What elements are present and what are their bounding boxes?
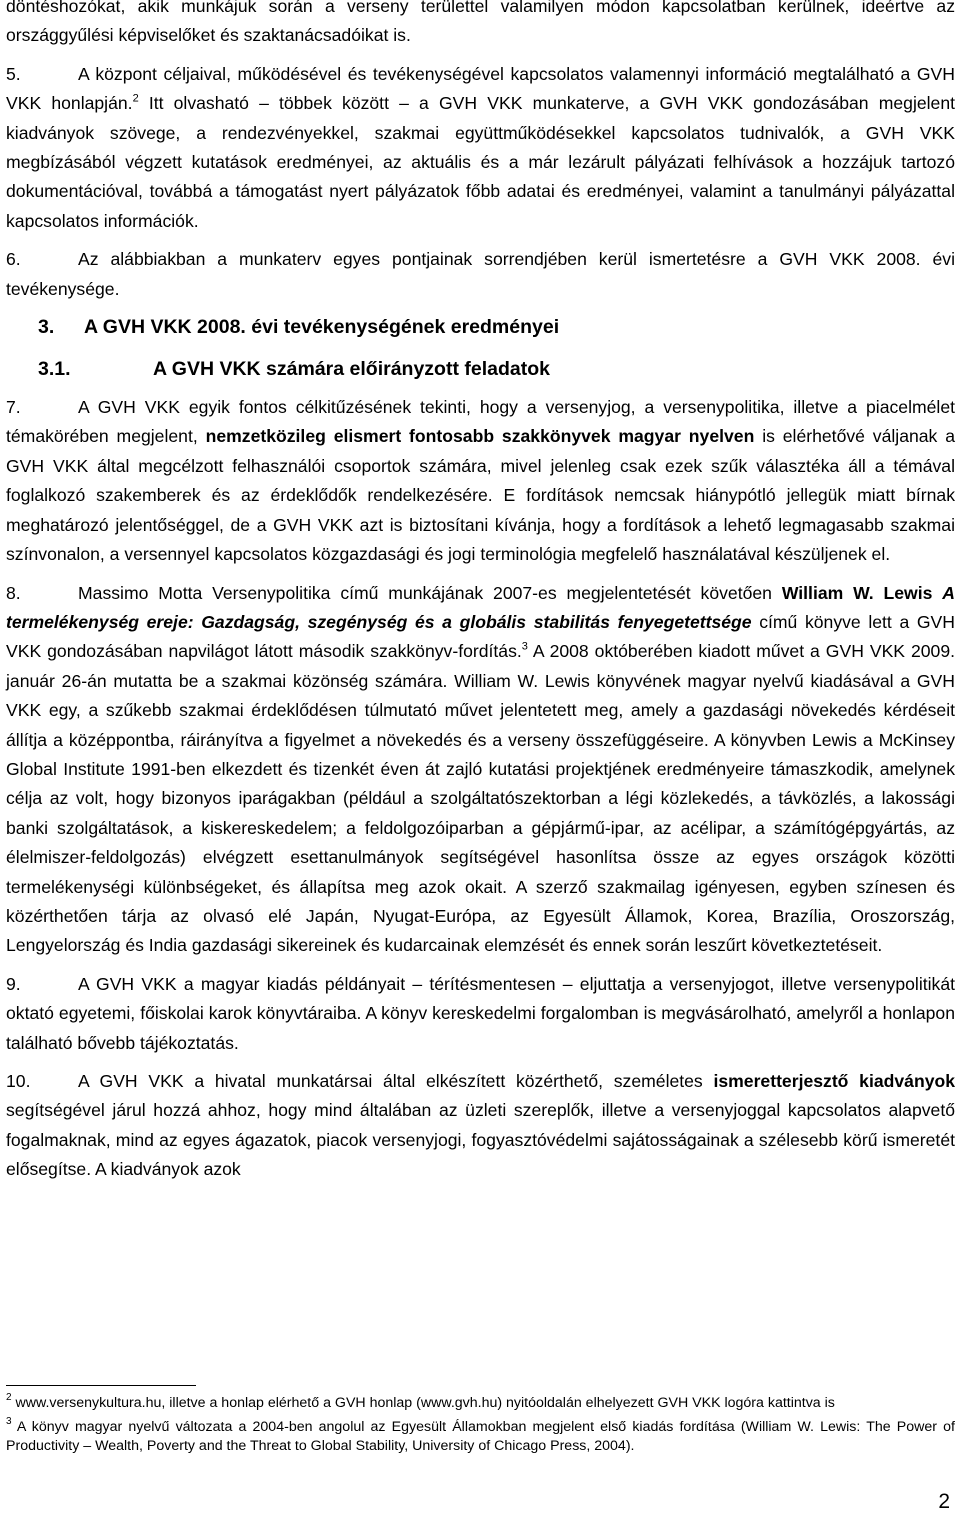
lead-text: döntéshozókat, akik munkájuk során a verseny területtel valamilyen módon kapcsolatban kerülnek, ideértve az országgyűlési képviselőket és szaktanácsadóikat is. xyxy=(6,0,955,46)
emphasis-text: nemzetközileg elismert fontosabb szakkönyvek magyar nyelven xyxy=(205,426,755,447)
paragraph-9 xyxy=(6,970,955,1058)
paragraph-8 xyxy=(6,579,955,961)
paragraph-6 xyxy=(6,245,955,304)
paragraph-number: 5. xyxy=(6,63,21,84)
paragraph-text: Az alábbiakban a munkaterv egyes pontjainak sorrendjében kerül ismertetésre a GVH VKK 2008. évi tevékenysége. xyxy=(6,249,955,299)
footnote-ref: 2 xyxy=(132,92,139,105)
footnotes xyxy=(6,1385,955,1461)
paragraph-7 xyxy=(6,393,955,569)
footnote-2 xyxy=(6,1394,955,1414)
section-number: 3. xyxy=(38,316,55,339)
book-title: A termelékenység ereje: Gazdagság, szegénység és a globális stabilitás fenyegetettsége xyxy=(6,582,955,632)
paragraph-text: is elérhetővé váljanak a GVH VKK által megcélzott felhasználói csoportok számára, mivel jelenleg csak ezek szűk választéka áll a témával foglalkozó szakemberek és az érdeklődők rendelkezésére. E fordítások nemcsak hiánypótló jellegük miatt bírnak meghatározó jelentőséggel, de a GVH VKK azt is biztosítani kívánja, hogy a fordítások a lehető legmagasabb szakmai színvonalon, a versennyel kapcsolatos közgazdasági és jogi terminológia megfelelő használatával készüljenek el. xyxy=(6,426,955,565)
paragraph-text: A 2008 októberében kiadott művet a GVH VKK 2009. január 26-án mutatta be a szakmai közönség számára. William W. Lewis könyvének magyar nyelvű kiadásával a GVH VKK egy, a szűkebb szakmai érdeklődésen túlmutató művet jelentetett meg, amely a gazdasági növekedés kérdéseit állítja a középpontba, ráirányítva a figyelmet a növekedés és a verseny összefüggéseire. A könyvben Lewis a McKinsey Global Institute 1991-ben elkezdett és tizenkét éven át zajló kutatási projektjének eredményeire támaszkodik, amelynek célja az volt, hogy bizonyos iparágakban (például a szolgáltatószektorban a légi közlekedés, a távközlés, a lakossági banki szolgáltatások, a kiskereskedelem; a feldolgozóiparban a gépjármű-ipar, az acélipar, a számítógépgyártás, az élelmiszer-feldolgozás) elvégzett esettanulmányok segítségével hasonlítsa össze az egyes országok közötti termelékenységi különbségeket, és állapítsa meg azok okait. A szerző szakmailag igényesen, egyben színesen és közérthetően tárja az olvasó elé Japán, Nyugat-Európa, az Egyesült Államok, Korea, Brazília, Oroszország, Lengyelország és India gazdasági sikereinek és kudarcainak elemzését és ennek során leszűrt következtetéseit. xyxy=(6,641,956,956)
paragraph-number: 7. xyxy=(6,397,21,418)
paragraph-10 xyxy=(6,1067,955,1185)
paragraph-number: 10. xyxy=(6,1071,31,1091)
paragraph-text: A GVH VKK a magyar kiadás példányait – térítésmentesen – eljuttatja a versenyjogot, illetve versenypolitikát oktató egyetemi, főiskolai karok könyvtáraiba. A könyv kereskedelmi forgalomban is megvásárolható, amelyről a honlapon található bővebb tájékoztatás. xyxy=(6,973,955,1053)
paragraph-text: Itt olvasható – többek között – a GVH VKK munkaterve, a GVH VKK gondozásában megjelent kiadványok szövege, a rendezvényekkel, szakmai együttműködésekkel kapcsolatos tudnivalók, a GVH VKK megbízásából végzett kutatások eredményei, az aktuális és a már lezárult pályázati felhívások a hozzájuk tartozó dokumentációval, továbbá a támogatást nyert pályázatok főbb adatai és eredményei, valamint a tanulmányi pályázattal kapcsolatos információk. xyxy=(6,93,955,231)
subsection-heading xyxy=(6,355,955,383)
footnote-marker: 2 xyxy=(6,1392,12,1403)
paragraph-5 xyxy=(6,60,955,236)
spacer xyxy=(932,583,942,603)
paragraph-text: Massimo Motta Versenypolitika című munkájának 2007-es megjelentetését követően xyxy=(78,582,782,603)
paragraph-text: segítségével járul hozzá ahhoz, hogy mind általában az üzleti szereplők, illetve a versenyjoggal kapcsolatos alapvető fogalmaknak, mind az egyes ágazatok, piacok versenyjogi, fogyasztóvédelmi sajátosságainak a szélesebb körű ismeretét elősegítse. A kiadványok azok xyxy=(6,1100,955,1180)
footnote-text: www.versenykultura.hu, illetve a honlap elérhető a GVH honlap (www.gvh.hu) nyitóoldalán elhelyezett GVH VKK logóra kattintva is xyxy=(11,1395,835,1411)
paragraph-text: A központ céljaival, működésével és tevékenységével kapcsolatos valamennyi információ megtalálható a GVH VKK honlapján. xyxy=(6,63,955,114)
lead-paragraph xyxy=(6,0,955,51)
paragraph-number: 8. xyxy=(6,582,21,603)
section-heading xyxy=(6,313,955,341)
subsection-title: A GVH VKK számára előirányzott feladatok xyxy=(153,358,550,381)
page-number: 2 xyxy=(938,1490,950,1513)
main-text xyxy=(6,0,955,1194)
paragraph-text: A GVH VKK a hivatal munkatársai által elkészített közérthető, személetes xyxy=(78,1071,714,1091)
paragraph-number: 9. xyxy=(6,973,21,994)
subsection-number: 3.1. xyxy=(38,358,71,381)
footnote-3 xyxy=(6,1415,955,1457)
paragraph-text: című könyve lett a GVH VKK gondozásában napvilágot látott második szakkönyv-fordítás. xyxy=(6,611,955,662)
emphasis-text: ismeretterjesztő kiadványok xyxy=(713,1071,956,1091)
footnote-text: A könyv magyar nyelvű változata a 2004-ben angolul az Egyesült Államokban megjelent első kiadás fordítása (William W. Lewis: The Power of Productivity – Wealth, Poverty and the Threat to Global Stability, University of Chicago Press, 2004). xyxy=(6,1418,955,1454)
paragraph-text: A GVH VKK egyik fontos célkitűzésének tekinti, hogy a versenyjog, a versenypolitika, illetve a piacelmélet témakörében megjelent, xyxy=(6,397,955,447)
footnote-divider xyxy=(6,1385,196,1386)
paragraph-number: 6. xyxy=(6,249,21,270)
footnote-ref: 3 xyxy=(521,640,528,653)
author-name: William W. Lewis xyxy=(781,582,933,603)
footnote-marker: 3 xyxy=(6,1415,12,1427)
section-title: A GVH VKK 2008. évi tevékenységének eredményei xyxy=(84,316,560,339)
